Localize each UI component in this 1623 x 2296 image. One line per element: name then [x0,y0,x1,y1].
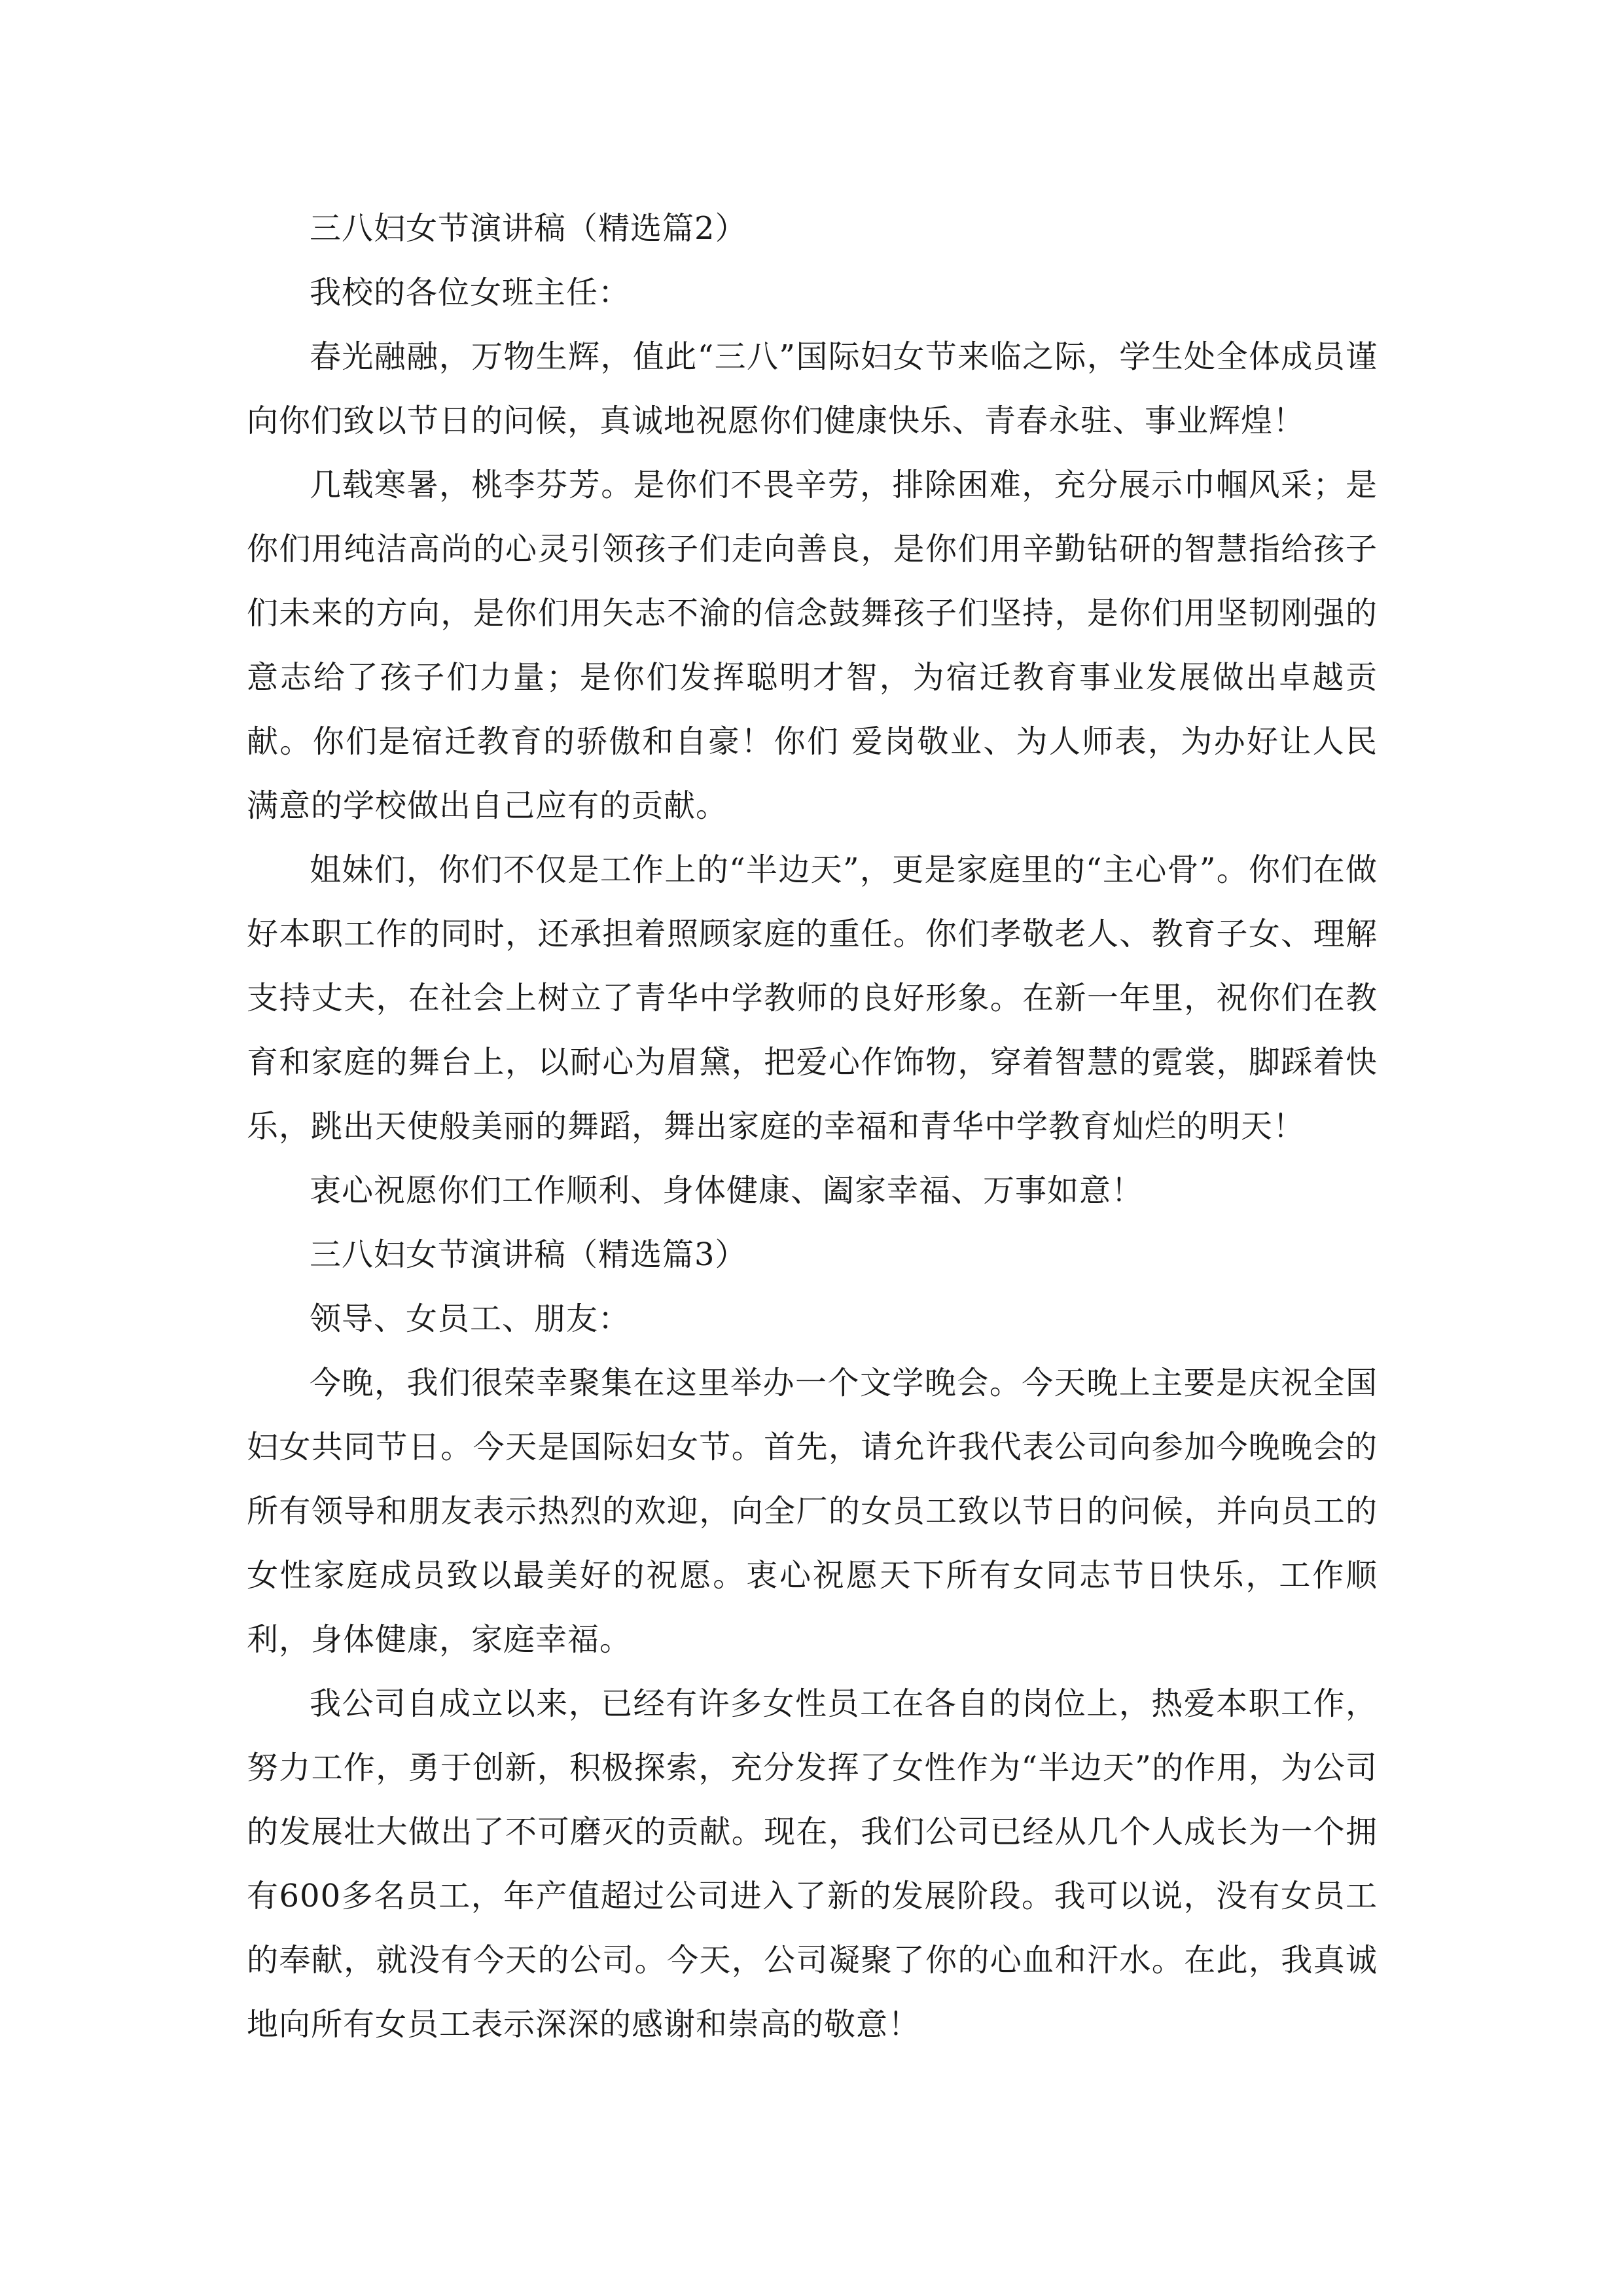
section-title-3: 三八妇女节演讲稿（精选篇3） [310,1236,747,1273]
paragraph: 姐妹们，你们不仅是工作上的“半边天”，更是家庭里的“主心骨”。你们在做好本职工作的同时，还承担着照顾家庭的重任。你们孝敬老人、教育子女、理解支持丈夫，在社会上树立了青华中学教师的良好形象。在新一年里，祝你们在教育和家庭的舞台上，以耐心为眉黛，把爱心作饰物，穿着智慧的霓裳，脚踩着快乐，跳出天使般美丽的舞蹈，舞出家庭的幸福和青华中学教育灿烂的明天！ [247,852,1378,1145]
paragraph: 几载寒暑，桃李芬芳。是你们不畏辛劳，排除困难，充分展示巾帼风采；是你们用纯洁高尚的心灵引领孩子们走向善良，是你们用辛勤钻研的智慧指给孩子们未来的方向，是你们用矢志不渝的信念鼓舞孩子们坚持，是你们用坚韧刚强的意志给了孩子们力量；是你们发挥聪明才智，为宿迁教育事业发展做出卓越贡献。你们是宿迁教育的骄傲和自豪！你们 爱岗敬业、为人师表，为办好让人民满意的学校做出自己应有的贡献。 [247,467,1378,824]
salutation-2: 我校的各位女班主任： [310,274,631,311]
salutation-3: 领导、女员工、朋友： [310,1300,631,1337]
paragraph: 我公司自成立以来，已经有许多女性员工在各自的岗位上，热爱本职工作，努力工作，勇于创新，积极探索，充分发挥了女性作为“半边天”的作用，为公司的发展壮大做出了不可磨灭的贡献。现在，我们公司已经从几个人成长为一个拥有600多名员工，年产值超过公司进入了新的发展阶段。我可以说，没有女员工的奉献，就没有今天的公司。今天，公司凝聚了你的心血和汗水。在此，我真诚地向所有女员工表示深深的感谢和崇高的敬意！ [247,1685,1378,2043]
paragraph: 春光融融，万物生辉，值此“三八”国际妇女节来临之际，学生处全体成员谨向你们致以节日的问候，真诚地祝愿你们健康快乐、青春永驻、事业辉煌！ [247,338,1378,439]
section-title-2: 三八妇女节演讲稿（精选篇2） [310,210,747,247]
paragraph: 今晚，我们很荣幸聚集在这里举办一个文学晚会。今天晚上主要是庆祝全国妇女共同节日。今天是国际妇女节。首先，请允许我代表公司向参加今晚晚会的所有领导和朋友表示热烈的欢迎，向全厂的女员工致以节日的问候，并向员工的女性家庭成员致以最美好的祝愿。衷心祝愿天下所有女同志节日快乐，工作顺利，身体健康，家庭幸福。 [247,1365,1378,1658]
document-body [247,196,1378,2056]
closing-wish: 衷心祝愿你们工作顺利、身体健康、阖家幸福、万事如意！ [310,1172,1144,1209]
